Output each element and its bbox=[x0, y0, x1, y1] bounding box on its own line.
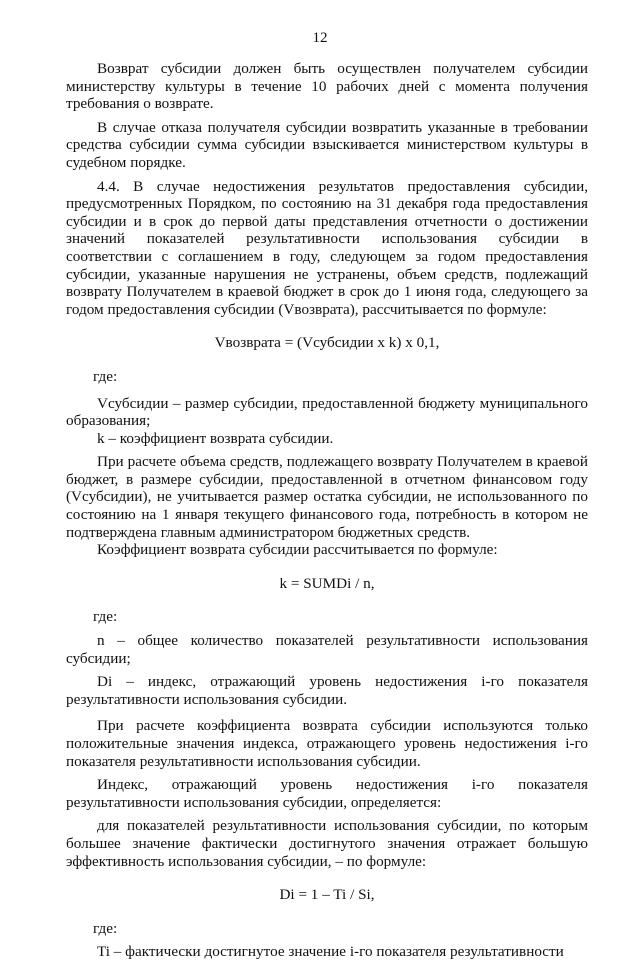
where-label: где: bbox=[93, 367, 118, 385]
paragraph-positive-values: При расчете коэффициента возврата субсидии используются только положительные значения индекса, отражающего уровень недостижения i-го показателя результативности использования субсидии. bbox=[66, 717, 588, 770]
paragraph-larger-better: для показателей результативности использования субсидии, по которым большее значение фактически достигнутого значения отражает большую эффективность использования субсидии, – по формуле: bbox=[66, 817, 588, 870]
paragraph-refund-deadline: Возврат субсидии должен быть осуществлен получателем субсидии министерству культуры в течение 10 рабочих дней с момента получения требования о возврате. bbox=[66, 60, 588, 113]
where-label: где: bbox=[93, 919, 118, 937]
paragraph-calculation-note: При расчете объема средств, подлежащего возврату Получателем в краевой бюджет, в размере субсидии, предоставленной в отчетном финансовом году (Vсубсидии), не учитывается размер остатка субсидии, не использованного по состоянию на 1 января текущего финансового года, потребность в котором не подтверждена главным администратором бюджетных средств. bbox=[66, 453, 588, 541]
formula-di: Di = 1 – Ti / Si, bbox=[279, 886, 375, 904]
paragraph-k-formula-intro: Коэффициент возврата субсидии рассчитывается по формуле: bbox=[97, 541, 498, 559]
paragraph-4-4: 4.4. В случае недостижения результатов предоставления субсидии, предусмотренных Порядком, по состоянию на 31 декабря года предоставления субсидии и в срок до первой даты представления отчетности о достижении значений показателей результативности использования субсидии в соответствии с соглашением в году, следующем за годом предоставления субсидии, указанные нарушения не устранены, объем средств, подлежащий возврату Получателем в краевой бюджет в срок до 1 июня года, следующего за годом предоставления субсидии (Vвозврата), рассчитывается по формуле: bbox=[66, 177, 588, 318]
definition-k: k – коэффициент возврата субсидии. bbox=[97, 429, 334, 447]
paragraph-index-definition: Индекс, отражающий уровень недостижения i-го показателя результативности использования субсидии, определяется: bbox=[66, 776, 588, 811]
paragraph-refusal: В случае отказа получателя субсидии возвратить указанные в требовании средства субсидии сумма субсидии взыскивается министерством культуры в судебном порядке. bbox=[66, 118, 588, 171]
formula-v-refund: Vвозврата = (Vсубсидии x k) x 0,1, bbox=[214, 334, 440, 352]
where-label: где: bbox=[93, 608, 118, 626]
definition-di: Di – индекс, отражающий уровень недостижения i-го показателя результативности использования субсидии. bbox=[66, 673, 588, 708]
definition-ti: Ti – фактически достигнутое значение i-го показателя результативности bbox=[97, 943, 564, 961]
definition-v-subsidy: Vсубсидии – размер субсидии, предоставленной бюджету муниципального образования; bbox=[66, 394, 588, 430]
document-body bbox=[66, 60, 588, 961]
page-number: 12 bbox=[312, 30, 328, 46]
definition-n: n – общее количество показателей результативности использования субсидии; bbox=[66, 632, 588, 667]
formula-k: k = SUMDi / n, bbox=[279, 574, 375, 592]
